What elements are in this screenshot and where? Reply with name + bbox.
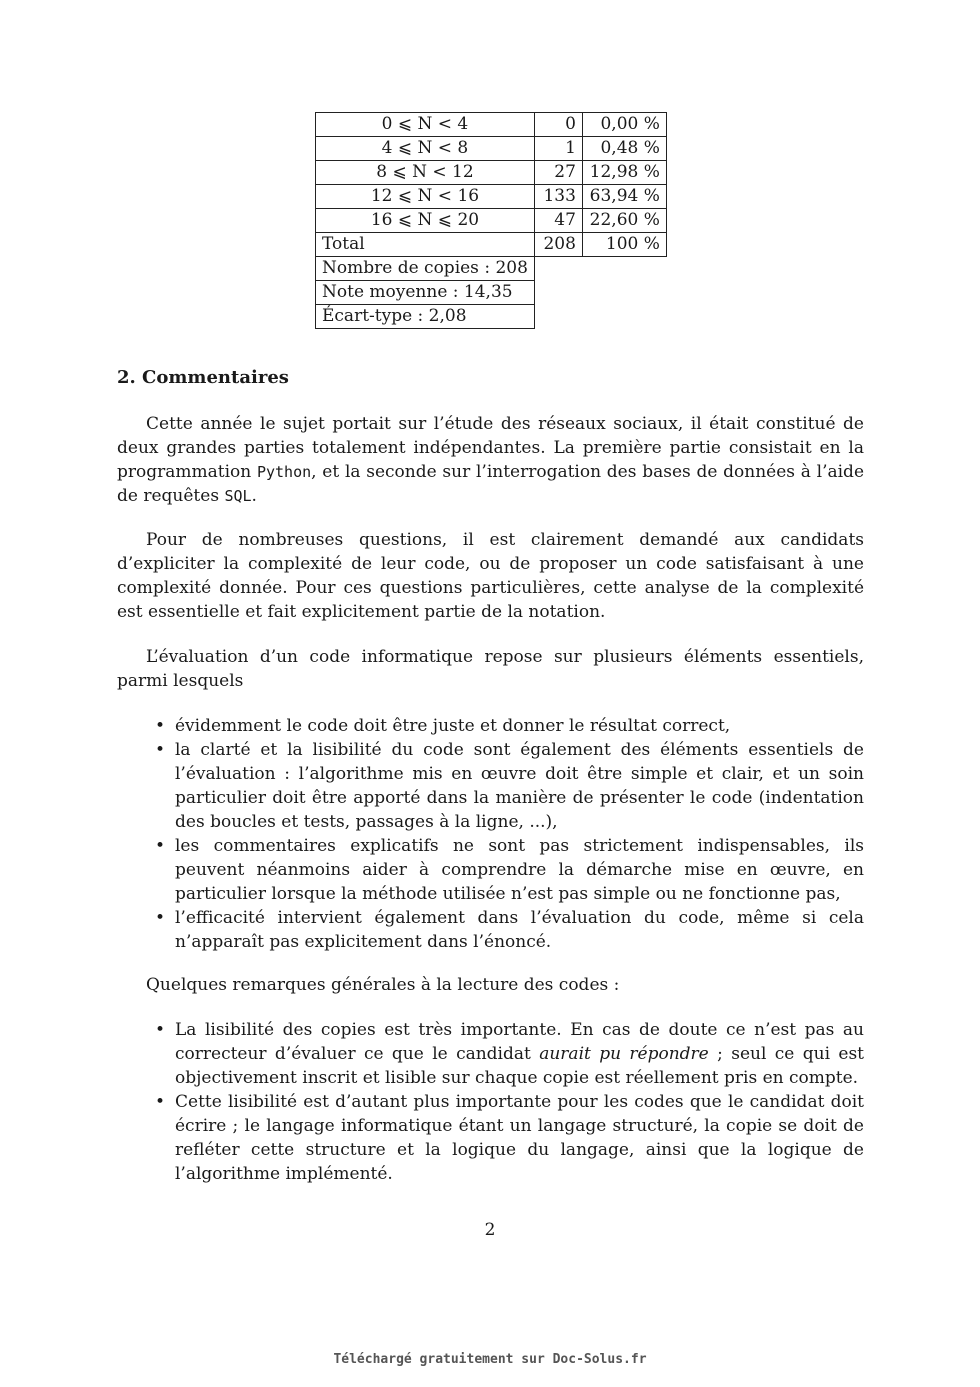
list-item (117, 906, 864, 954)
paragraph-evaluation (117, 645, 864, 693)
list-item-text: évidemment le code doit être juste et donner le résultat correct, (175, 716, 731, 736)
total-percent: 100 % (582, 233, 666, 257)
bullet-icon: • (155, 740, 166, 760)
section-heading: 2. Commentaires (117, 367, 289, 388)
list-item (117, 1090, 864, 1186)
paragraph-text: Quelques remarques générales à la lecture des codes : (146, 975, 620, 995)
code-sql: SQL (224, 487, 252, 505)
paragraph-complexity (117, 528, 864, 624)
range-cell: 8 ⩽ N < 12 (316, 161, 535, 185)
total-count: 208 (534, 233, 582, 257)
range-cell: 4 ⩽ N < 8 (316, 137, 535, 161)
list-item-text: la clarté et la lisibilité du code sont également des éléments essentiels de l’évaluation : l’algorithme mis en œuvre doit être simple et clair, et un soin particulier doit être apporté dans la manière de présenter le code (indentation des boucles et tests, passages à la ligne, ...), (175, 740, 864, 832)
paragraph-text: , et la seconde sur l’interrogation des bases de données à l’aide de requêtes (117, 462, 864, 506)
list-item (117, 1018, 864, 1090)
paragraph-remarks (117, 973, 864, 997)
evaluation-criteria-list (117, 714, 864, 954)
range-cell: 16 ⩽ N ⩽ 20 (316, 209, 535, 233)
emphasis-text: aurait pu répondre (539, 1044, 709, 1064)
list-item-text: l’efficacité intervient également dans l’évaluation du code, même si cela n’apparaît pas explicitement dans l’énoncé. (175, 908, 864, 952)
count-cell: 27 (534, 161, 582, 185)
paragraph-text: Cette année le sujet portait sur l’étude des réseaux sociaux, il était constitué de deux grandes parties totalement indépendantes. La première partie consistait en la programmation (117, 414, 864, 482)
table-total-row (316, 233, 667, 257)
page-number: 2 (484, 1220, 496, 1240)
range-cell: 12 ⩽ N < 16 (316, 185, 535, 209)
bullet-icon: • (155, 836, 166, 856)
copies-count: Nombre de copies : 208 (316, 257, 535, 281)
table-row (316, 113, 667, 137)
grade-distribution-table (315, 112, 667, 329)
standard-deviation: Écart-type : 2,08 (316, 305, 535, 329)
table-row (316, 137, 667, 161)
percent-cell: 63,94 % (582, 185, 666, 209)
count-cell: 133 (534, 185, 582, 209)
list-item-text: La lisibilité des copies est très importante. En cas de doute ce n’est pas au correcteur d’évaluer ce que le candidat (175, 1020, 864, 1064)
table-row (316, 161, 667, 185)
list-item (117, 834, 864, 906)
stats-row (316, 257, 667, 281)
percent-cell: 0,00 % (582, 113, 666, 137)
mean-grade: Note moyenne : 14,35 (316, 281, 535, 305)
total-label: Total (316, 233, 535, 257)
bullet-icon: • (155, 1020, 166, 1040)
percent-cell: 22,60 % (582, 209, 666, 233)
stats-row (316, 281, 667, 305)
list-item-text: Cette lisibilité est d’autant plus importante pour les codes que le candidat doit écrire ; le langage informatique étant un langage structuré, la copie se doit de refléter cette structure et la logique du langage, ainsi que la logique de l’algorithme implémenté. (175, 1092, 864, 1184)
list-item (117, 714, 864, 738)
paragraph-intro (117, 412, 864, 508)
table-row (316, 185, 667, 209)
list-item-text: les commentaires explicatifs ne sont pas strictement indispensables, ils peuvent néanmoins aider à comprendre la démarche mise en œuvre, en particulier lorsque la méthode utilisée n’est pas simple ou ne fonctionne pas, (175, 836, 864, 904)
download-footer: Téléchargé gratuitement sur Doc-Solus.fr (333, 1352, 647, 1367)
count-cell: 47 (534, 209, 582, 233)
range-cell: 0 ⩽ N < 4 (316, 113, 535, 137)
general-remarks-list (117, 1018, 864, 1186)
list-item (117, 738, 864, 834)
code-python: Python (256, 463, 312, 481)
table-row (316, 209, 667, 233)
list-item-text: ; seul ce qui est objectivement inscrit et lisible sur chaque copie est réellement pris en compte. (175, 1044, 864, 1088)
percent-cell: 12,98 % (582, 161, 666, 185)
bullet-icon: • (155, 1092, 166, 1112)
paragraph-text: . (251, 486, 257, 506)
count-cell: 1 (534, 137, 582, 161)
paragraph-text: Pour de nombreuses questions, il est clairement demandé aux candidats d’expliciter la complexité de leur code, ou de proposer un code satisfaisant à une complexité donnée. Pour ces questions particulières, cette analyse de la complexité est essentielle et fait explicitement partie de la notation. (117, 530, 864, 622)
percent-cell: 0,48 % (582, 137, 666, 161)
paragraph-text: L’évaluation d’un code informatique repose sur plusieurs éléments essentiels, parmi lesquels (117, 647, 864, 691)
count-cell: 0 (534, 113, 582, 137)
bullet-icon: • (155, 716, 166, 736)
bullet-icon: • (155, 908, 166, 928)
stats-row (316, 305, 667, 329)
